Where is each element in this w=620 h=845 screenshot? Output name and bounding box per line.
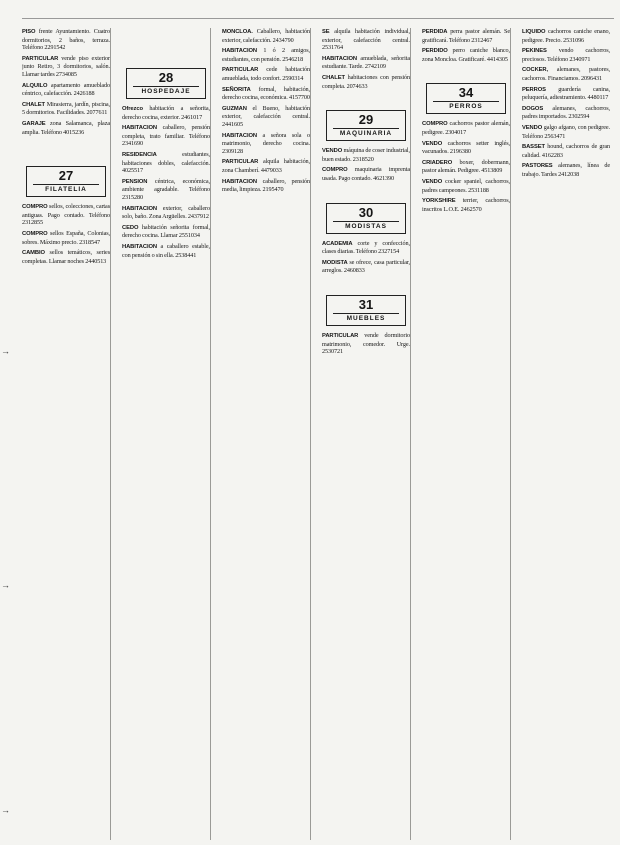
ad-entry: HABITACION a caballero estable, con pensión o sin ella. 2538441 [122, 242, 210, 259]
ad-entry: DOGOS alemanes, cachorros, padres importados. 2302594 [522, 104, 610, 121]
ad-entry: HABITACION 1 ó 2 amigos, estudiantes, con pensión. 2546218 [222, 47, 311, 63]
ad-entry: RESIDENCIA estudiantes, habitaciones dobles, calefacción. 4025517 [122, 150, 210, 175]
ad-entry: HABITACION amueblada, señorita estudiante. Tarde. 2742109 [322, 54, 410, 71]
ad-entry: BASSET hound, cachorros de gran calidad. 4162283 [522, 143, 610, 159]
section-title: MODISTAS [333, 221, 399, 230]
ad-entry: Ofrezco habitación a señorita, derecho cocina, exterior. 2461017 [122, 105, 210, 121]
section-header-maquinaria [326, 110, 406, 141]
ad-entry: PENSION céntrica, económica, ambiente agradable. Teléfono 2315280 [122, 177, 210, 201]
section-number: 34 [458, 85, 474, 101]
section-header-hospedaje [126, 68, 206, 99]
top-rule [22, 18, 614, 19]
section-header-modistas [326, 203, 406, 234]
ad-entry: HABITACION exterior, caballero solo, baño. Zona Argüelles. 2437912 [122, 204, 210, 221]
ad-entry: LIQUIDO cachorros caniche enano, pedigree. Precio. 2531096 [522, 28, 610, 44]
section-number: 27 [58, 168, 74, 184]
ad-entry: ACADEMIA corte y confección, clases diarias. Teléfono 2327154 [322, 239, 410, 256]
column-6 [522, 28, 610, 840]
ad-entry: PARTICULAR vende piso exterior junto Retiro, 3 dormitorios, salón. Llamar tardes 2734085 [22, 54, 111, 78]
ad-entry: PISO frente Ayuntamiento. Cuatro dormitorios, 2 baños, terraza. Teléfono 2291542 [22, 28, 110, 52]
column-2 [122, 28, 211, 840]
column-5 [422, 28, 511, 840]
margin-arrow-icon: → [1, 805, 10, 815]
section-title: MUEBLES [333, 313, 399, 322]
section-title: PERROS [433, 101, 499, 110]
ad-entry: CHALET Mirasierra, jardín, piscina, 5 dormitorios. Facilidades. 2077611 [22, 100, 111, 117]
ad-entry: GARAJE zona Salamanca, plaza amplia. Teléfono 4015236 [22, 119, 110, 136]
ad-entry: PARTICULAR alquila habitación, zona Chamberí. 4479033 [222, 158, 311, 174]
section-title: FILATELIA [33, 184, 99, 193]
section-title: HOSPEDAJE [133, 86, 199, 95]
section-header-muebles [326, 295, 406, 326]
ad-entry: HABITACION caballero, pensión completa, trato familiar. Teléfono 2341690 [122, 124, 211, 148]
ad-entry: PARTICULAR cede habitación amueblada, todo confort. 2590314 [222, 66, 311, 82]
ad-entry: PERDIDO perro caniche blanco, zona Moncloa. Gratificaré. 4414305 [422, 47, 510, 63]
section-header-perros [426, 83, 506, 114]
ad-entry: PERDIDA perra pastor alemán. Se gratificará. Teléfono 2312467 [422, 28, 510, 44]
ad-entry: CHALET habitaciones con pensión completa. 2074633 [322, 73, 411, 90]
ad-entry: YORKSHIRE terrier, cachorros, inscritos L.O.E. 2462570 [422, 197, 510, 213]
ad-entry: VENDO máquina de coser industrial, buen estado. 2318520 [322, 147, 410, 163]
ad-entry: MONCLOA. Caballero, habitación exterior, calefacción. 2434790 [222, 28, 311, 44]
ad-entry: PERROS guardería canina, peluquería, adiestramiento. 4480117 [522, 85, 610, 102]
column-4 [322, 28, 411, 840]
ad-entry: PARTICULAR vende dormitorio matrimonio, comedor. Urge. 2530721 [322, 331, 410, 356]
column-1 [22, 28, 111, 840]
ad-entry: PEKINES vendo cachorros, preciosos. Teléfono 2340971 [522, 47, 610, 63]
ad-entry: MODISTA se ofrece, casa particular, arreglos. 2460833 [322, 258, 410, 275]
ad-entry: COMPRO cachorros pastor alemán, pedigree. 2304017 [422, 120, 510, 136]
section-number: 30 [358, 204, 374, 220]
column-3 [222, 28, 311, 840]
ad-entry: COMPRO sellos España, Colonias, sobres. Máximo precio. 2318547 [22, 229, 110, 246]
ad-entry: COMPRO maquinaria imprenta usada. Pago contado. 4621390 [322, 166, 410, 182]
section-number: 31 [358, 296, 374, 312]
ad-entry: VENDO cachorros setter inglés, vacunados. 2196380 [422, 139, 510, 156]
margin-arrow-icon: → [1, 580, 10, 590]
section-title: MAQUINARIA [333, 128, 399, 137]
ad-entry: HABITACION a señora sola o matrimonio, derecho cocina. 2309128 [222, 131, 311, 155]
ad-entry: CRIADERO boxer, dobermann, pastor alemán. Pedigree. 4513809 [422, 158, 511, 175]
ad-entry: SEÑORITA formal, habitación, derecho cocina, económica. 4157700 [222, 85, 311, 102]
ad-entry: VENDO cocker spaniel, cachorros, padres campeones. 2531188 [422, 177, 511, 194]
section-number: 29 [358, 112, 374, 128]
ad-entry: GUZMAN el Bueno, habitación exterior, calefacción central. 2441605 [222, 104, 310, 128]
section-header-filatelia [26, 166, 106, 197]
ad-entry: COCKER, alemanes, pastores, cachorros. Financiamos. 2096431 [522, 66, 610, 82]
ad-entry: SE alquila habitación individual, exterior, calefacción central. 2531764 [322, 28, 410, 52]
ad-entry: ALQUILO apartamento amueblado céntrico, calefacción. 2426188 [22, 81, 110, 98]
ad-entry: PASTORES alemanes, línea de trabajo. Tardes 2412038 [522, 162, 610, 178]
section-number: 28 [158, 70, 174, 85]
ad-entry: CEDO habitación señorita formal, derecho cocina. Llamar 2551034 [122, 223, 210, 240]
ad-entry: CAMBIO sellos temáticos, series completas. Llamar noches 2440513 [22, 249, 111, 265]
ad-entry: COMPRO sellos, colecciones, cartas antiguas. Pago contado. Teléfono 2312855 [22, 203, 111, 227]
ad-entry: HABITACION caballero, pensión media, limpieza. 2195470 [222, 177, 311, 194]
margin-arrow-icon: → [1, 346, 10, 356]
ad-entry: VENDO galgo afgano, con pedigree. Teléfono 2563471 [522, 123, 610, 140]
